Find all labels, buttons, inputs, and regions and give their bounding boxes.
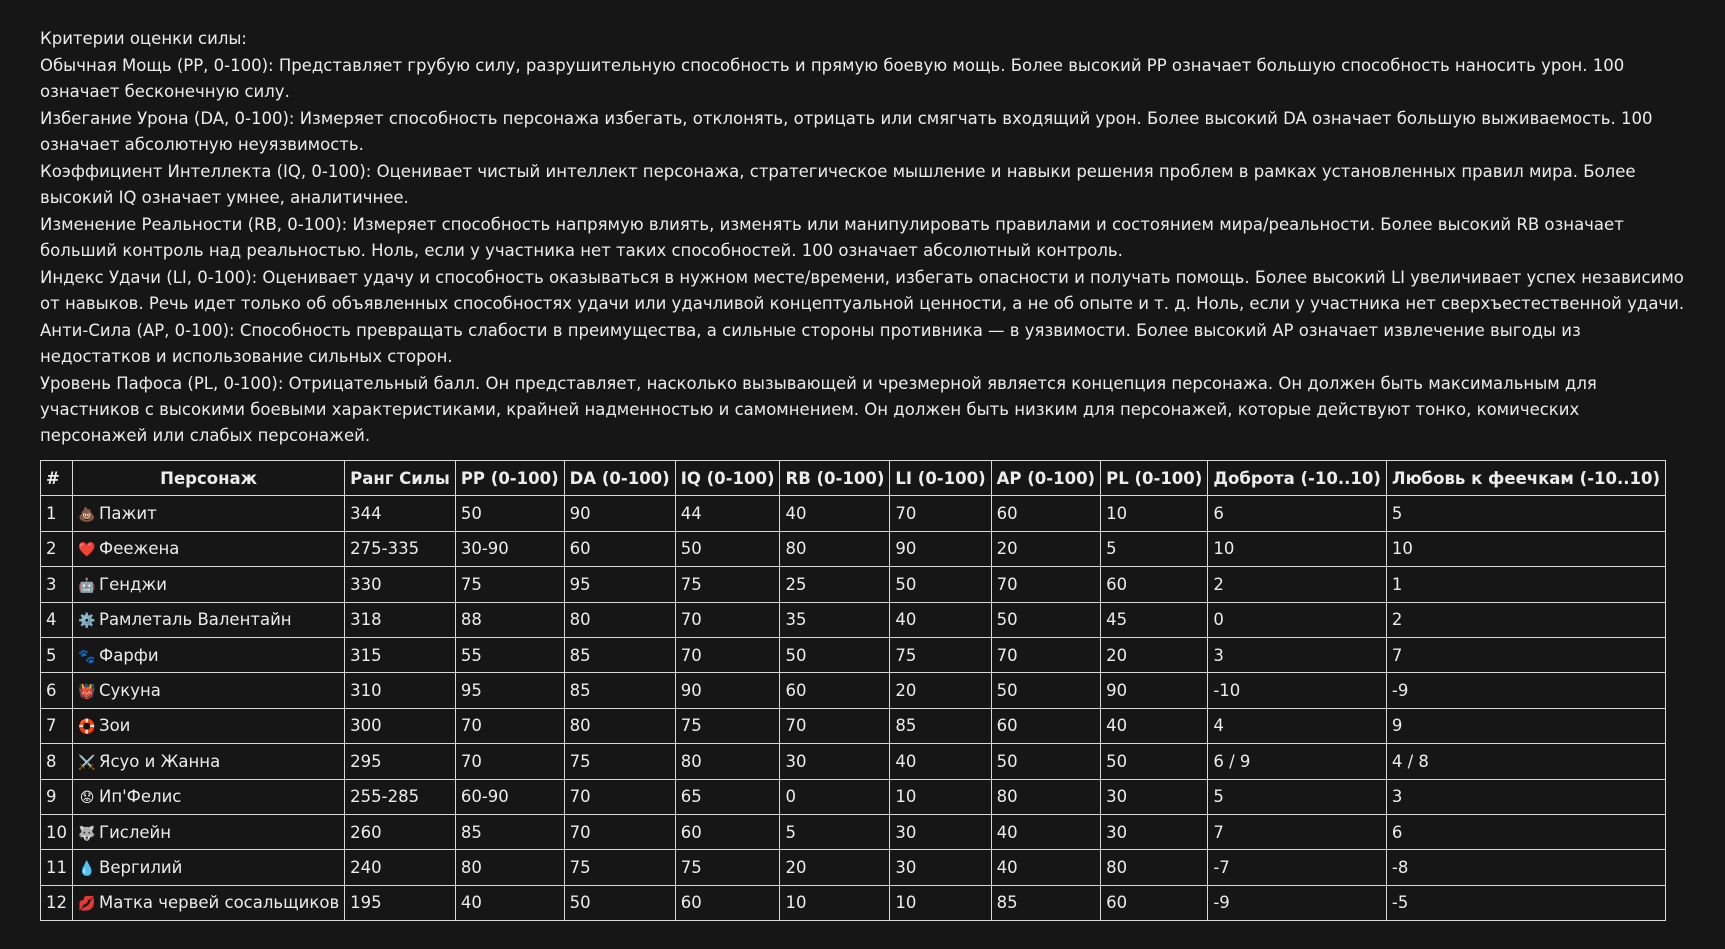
row-number: 12 xyxy=(41,885,73,920)
da-value: 85 xyxy=(564,673,675,708)
table-row xyxy=(41,496,1666,531)
character-name xyxy=(73,673,345,708)
worried-face-icon: 😟 xyxy=(79,790,95,807)
li-value: 40 xyxy=(890,602,991,637)
iq-value: 70 xyxy=(675,637,780,672)
pl-value: 30 xyxy=(1101,779,1208,814)
header-ap: AP (0-100) xyxy=(991,461,1100,496)
row-number: 6 xyxy=(41,673,73,708)
iq-value: 80 xyxy=(675,744,780,779)
character-label: Генджи xyxy=(99,574,167,594)
table-row xyxy=(41,531,1666,566)
paw-prints-icon: 🐾 xyxy=(78,648,96,665)
iq-value: 44 xyxy=(675,496,780,531)
pp-value: 70 xyxy=(455,708,564,743)
da-value: 75 xyxy=(564,850,675,885)
header-character: Персонаж xyxy=(73,461,345,496)
criteria-title: Критерии оценки силы: xyxy=(40,29,247,48)
rb-value: 25 xyxy=(780,567,890,602)
pp-value: 85 xyxy=(455,814,564,849)
pl-value: 60 xyxy=(1101,885,1208,920)
li-value: 90 xyxy=(890,531,991,566)
pl-value: 10 xyxy=(1101,496,1208,531)
pp-value: 50 xyxy=(455,496,564,531)
rb-value: 70 xyxy=(780,708,890,743)
robot-icon: 🤖 xyxy=(78,577,96,594)
fairy-love-value: 2 xyxy=(1386,602,1665,637)
power-rank: 255-285 xyxy=(345,779,456,814)
document-content xyxy=(40,26,1690,921)
table-row xyxy=(41,673,1666,708)
ap-value: 60 xyxy=(991,496,1100,531)
pile-of-poo-icon: 💩 xyxy=(78,507,96,524)
pl-value: 5 xyxy=(1101,531,1208,566)
character-name xyxy=(73,885,345,920)
criterion-rb: Изменение Реальности (RB, 0-100): Измеряет способность напрямую влиять, изменять или манипулировать правилами и состоянием мира/реальности. Более высокий RB означает больший контроль над реальностью. Ноль, если у участника нет таких способностей. 100 означает абсолютный контроль. xyxy=(40,215,1624,260)
row-number: 3 xyxy=(41,567,73,602)
power-rank: 240 xyxy=(345,850,456,885)
row-number: 8 xyxy=(41,744,73,779)
criterion-iq: Коэффициент Интеллекта (IQ, 0-100): Оценивает чистый интеллект персонажа, стратегическое мышление и навыки решения проблем в рамках установленных правил мира. Более высокий IQ означает умнее, аналитичнее. xyxy=(40,162,1636,207)
da-value: 95 xyxy=(564,567,675,602)
fairy-love-value: 5 xyxy=(1386,496,1665,531)
ap-value: 70 xyxy=(991,637,1100,672)
header-number: # xyxy=(41,461,73,496)
kiss-mark-icon: 💋 xyxy=(78,896,96,913)
character-label: Фарфи xyxy=(99,645,159,665)
table-row xyxy=(41,850,1666,885)
iq-value: 90 xyxy=(675,673,780,708)
power-rank: 300 xyxy=(345,708,456,743)
kindness-value: 6 / 9 xyxy=(1208,744,1387,779)
kindness-value: 4 xyxy=(1208,708,1387,743)
power-rank: 195 xyxy=(345,885,456,920)
li-value: 30 xyxy=(890,850,991,885)
header-power-rank: Ранг Силы xyxy=(345,461,456,496)
li-value: 30 xyxy=(890,814,991,849)
character-name xyxy=(73,531,345,566)
table-row xyxy=(41,779,1666,814)
character-name xyxy=(73,602,345,637)
kindness-value: 10 xyxy=(1208,531,1387,566)
fairy-love-value: -5 xyxy=(1386,885,1665,920)
power-rank: 344 xyxy=(345,496,456,531)
pl-value: 30 xyxy=(1101,814,1208,849)
rb-value: 5 xyxy=(780,814,890,849)
red-heart-icon: ❤️ xyxy=(78,542,96,559)
character-label: Гислейн xyxy=(99,822,172,842)
li-value: 10 xyxy=(890,779,991,814)
ap-value: 50 xyxy=(991,602,1100,637)
kindness-value: -10 xyxy=(1208,673,1387,708)
table-row xyxy=(41,602,1666,637)
pp-value: 60-90 xyxy=(455,779,564,814)
power-ranking-table xyxy=(40,460,1666,921)
power-rank: 315 xyxy=(345,637,456,672)
pp-value: 55 xyxy=(455,637,564,672)
power-rank: 310 xyxy=(345,673,456,708)
pp-value: 40 xyxy=(455,885,564,920)
table-row xyxy=(41,567,1666,602)
character-label: Матка червей сосальщиков xyxy=(99,893,340,913)
pl-value: 90 xyxy=(1101,673,1208,708)
fairy-love-value: 4 / 8 xyxy=(1386,744,1665,779)
header-kindness: Доброта (-10..10) xyxy=(1208,461,1387,496)
ap-value: 50 xyxy=(991,744,1100,779)
ap-value: 85 xyxy=(991,885,1100,920)
rb-value: 20 xyxy=(780,850,890,885)
row-number: 9 xyxy=(41,779,73,814)
table-row xyxy=(41,814,1666,849)
crossed-swords-icon: ⚔️ xyxy=(78,754,96,771)
li-value: 70 xyxy=(890,496,991,531)
ap-value: 60 xyxy=(991,708,1100,743)
criterion-da: Избегание Урона (DA, 0-100): Измеряет способность персонажа избегать, отклонять, отрицать или смягчать входящий урон. Более высокий DA означает большую выживаемость. 100 означает абсолютную неуязвимость. xyxy=(40,109,1653,154)
da-value: 75 xyxy=(564,744,675,779)
header-pp: PP (0-100) xyxy=(455,461,564,496)
li-value: 10 xyxy=(890,885,991,920)
character-label: Пажит xyxy=(99,504,157,524)
power-rank: 330 xyxy=(345,567,456,602)
character-label: Вергилий xyxy=(99,857,183,877)
table-row xyxy=(41,637,1666,672)
kindness-value: 5 xyxy=(1208,779,1387,814)
fairy-love-value: 3 xyxy=(1386,779,1665,814)
iq-value: 60 xyxy=(675,814,780,849)
li-value: 40 xyxy=(890,744,991,779)
pl-value: 60 xyxy=(1101,567,1208,602)
kindness-value: -7 xyxy=(1208,850,1387,885)
rb-value: 30 xyxy=(780,744,890,779)
da-value: 70 xyxy=(564,779,675,814)
character-name xyxy=(73,744,345,779)
header-iq: IQ (0-100) xyxy=(675,461,780,496)
rb-value: 35 xyxy=(780,602,890,637)
character-label: Рамлеталь Валентайн xyxy=(99,610,292,630)
criterion-pp: Обычная Мощь (PP, 0-100): Представляет грубую силу, разрушительную способность и прямую боевую мощь. Более высокий PP означает большую способность наносить урон. 100 означает бесконечную силу. xyxy=(40,56,1625,101)
da-value: 60 xyxy=(564,531,675,566)
criterion-pl: Уровень Пафоса (PL, 0-100): Отрицательный балл. Он представляет, насколько вызывающей и чрезмерной является концепция персонажа. Он должен быть максимальным для участников с высокими боевыми характеристиками, крайней надменностью и самомнением. Он должен быть низким для персонажей, которые действуют тонко, комических персонажей или слабых персонажей. xyxy=(40,374,1597,445)
ap-value: 70 xyxy=(991,567,1100,602)
fairy-love-value: 9 xyxy=(1386,708,1665,743)
fairy-love-value: -8 xyxy=(1386,850,1665,885)
criteria-section xyxy=(40,26,1690,449)
pp-value: 30-90 xyxy=(455,531,564,566)
fairy-love-value: 6 xyxy=(1386,814,1665,849)
li-value: 85 xyxy=(890,708,991,743)
droplet-icon: 💧 xyxy=(78,860,96,877)
character-name xyxy=(73,567,345,602)
table-header-row xyxy=(41,461,1666,496)
header-li: LI (0-100) xyxy=(890,461,991,496)
row-number: 2 xyxy=(41,531,73,566)
table-row xyxy=(41,885,1666,920)
kindness-value: 3 xyxy=(1208,637,1387,672)
criterion-li: Индекс Удачи (LI, 0-100): Оценивает удачу и способность оказываться в нужном месте/времени, избегать опасности и получать помощь. Более высокий LI увеличивает успех независимо от навыков. Речь идет только об объявленных способностях удачи или удачливой концептуальной ценности, а не об опыте и т. д. Ноль, если у участника нет сверхъестественной удачи. xyxy=(40,268,1685,313)
power-rank: 318 xyxy=(345,602,456,637)
header-fairy-love: Любовь к феечкам (-10..10) xyxy=(1386,461,1665,496)
kindness-value: 0 xyxy=(1208,602,1387,637)
iq-value: 75 xyxy=(675,708,780,743)
fairy-love-value: -9 xyxy=(1386,673,1665,708)
da-value: 50 xyxy=(564,885,675,920)
wolf-icon: 🐺 xyxy=(78,825,96,842)
iq-value: 50 xyxy=(675,531,780,566)
ap-value: 80 xyxy=(991,779,1100,814)
pp-value: 80 xyxy=(455,850,564,885)
ap-value: 50 xyxy=(991,673,1100,708)
row-number: 10 xyxy=(41,814,73,849)
character-label: Ясуо и Жанна xyxy=(99,751,221,771)
da-value: 70 xyxy=(564,814,675,849)
character-label: Сукуна xyxy=(99,681,161,701)
character-name xyxy=(73,496,345,531)
pl-value: 20 xyxy=(1101,637,1208,672)
criterion-ap: Анти-Сила (AP, 0-100): Способность превращать слабости в преимущества, а сильные стороны противника — в уязвимости. Более высокий AP означает извлечение выгоды из недостатков и использование сильных сторон. xyxy=(40,321,1581,366)
li-value: 50 xyxy=(890,567,991,602)
da-value: 80 xyxy=(564,708,675,743)
header-rb: RB (0-100) xyxy=(780,461,890,496)
fairy-love-value: 1 xyxy=(1386,567,1665,602)
iq-value: 75 xyxy=(675,850,780,885)
character-name xyxy=(73,850,345,885)
row-number: 7 xyxy=(41,708,73,743)
rb-value: 50 xyxy=(780,637,890,672)
row-number: 1 xyxy=(41,496,73,531)
character-name xyxy=(73,708,345,743)
kindness-value: 7 xyxy=(1208,814,1387,849)
fairy-love-value: 10 xyxy=(1386,531,1665,566)
iq-value: 65 xyxy=(675,779,780,814)
li-value: 20 xyxy=(890,673,991,708)
da-value: 80 xyxy=(564,602,675,637)
character-label: Ип'Фелис xyxy=(99,787,182,807)
kindness-value: 2 xyxy=(1208,567,1387,602)
header-da: DA (0-100) xyxy=(564,461,675,496)
kindness-value: -9 xyxy=(1208,885,1387,920)
kindness-value: 6 xyxy=(1208,496,1387,531)
pp-value: 95 xyxy=(455,673,564,708)
iq-value: 70 xyxy=(675,602,780,637)
header-pl: PL (0-100) xyxy=(1101,461,1208,496)
li-value: 75 xyxy=(890,637,991,672)
ap-value: 40 xyxy=(991,850,1100,885)
power-rank: 260 xyxy=(345,814,456,849)
pl-value: 80 xyxy=(1101,850,1208,885)
gear-icon: ⚙️ xyxy=(78,613,96,630)
ap-value: 20 xyxy=(991,531,1100,566)
ap-value: 40 xyxy=(991,814,1100,849)
pp-value: 75 xyxy=(455,567,564,602)
row-number: 11 xyxy=(41,850,73,885)
row-number: 4 xyxy=(41,602,73,637)
ring-buoy-icon: 🛟 xyxy=(78,719,96,736)
rb-value: 0 xyxy=(780,779,890,814)
pl-value: 50 xyxy=(1101,744,1208,779)
character-label: Зои xyxy=(99,716,131,736)
rb-value: 40 xyxy=(780,496,890,531)
fairy-love-value: 7 xyxy=(1386,637,1665,672)
da-value: 90 xyxy=(564,496,675,531)
table-row xyxy=(41,708,1666,743)
pl-value: 40 xyxy=(1101,708,1208,743)
rb-value: 80 xyxy=(780,531,890,566)
iq-value: 60 xyxy=(675,885,780,920)
pp-value: 88 xyxy=(455,602,564,637)
character-name xyxy=(73,814,345,849)
power-rank: 295 xyxy=(345,744,456,779)
character-name xyxy=(73,779,345,814)
rb-value: 10 xyxy=(780,885,890,920)
character-label: Феежена xyxy=(99,539,180,559)
character-name xyxy=(73,637,345,672)
rb-value: 60 xyxy=(780,673,890,708)
iq-value: 75 xyxy=(675,567,780,602)
da-value: 85 xyxy=(564,637,675,672)
pp-value: 70 xyxy=(455,744,564,779)
pl-value: 45 xyxy=(1101,602,1208,637)
ogre-icon: 👹 xyxy=(78,684,96,701)
power-rank: 275-335 xyxy=(345,531,456,566)
table-row xyxy=(41,744,1666,779)
row-number: 5 xyxy=(41,637,73,672)
